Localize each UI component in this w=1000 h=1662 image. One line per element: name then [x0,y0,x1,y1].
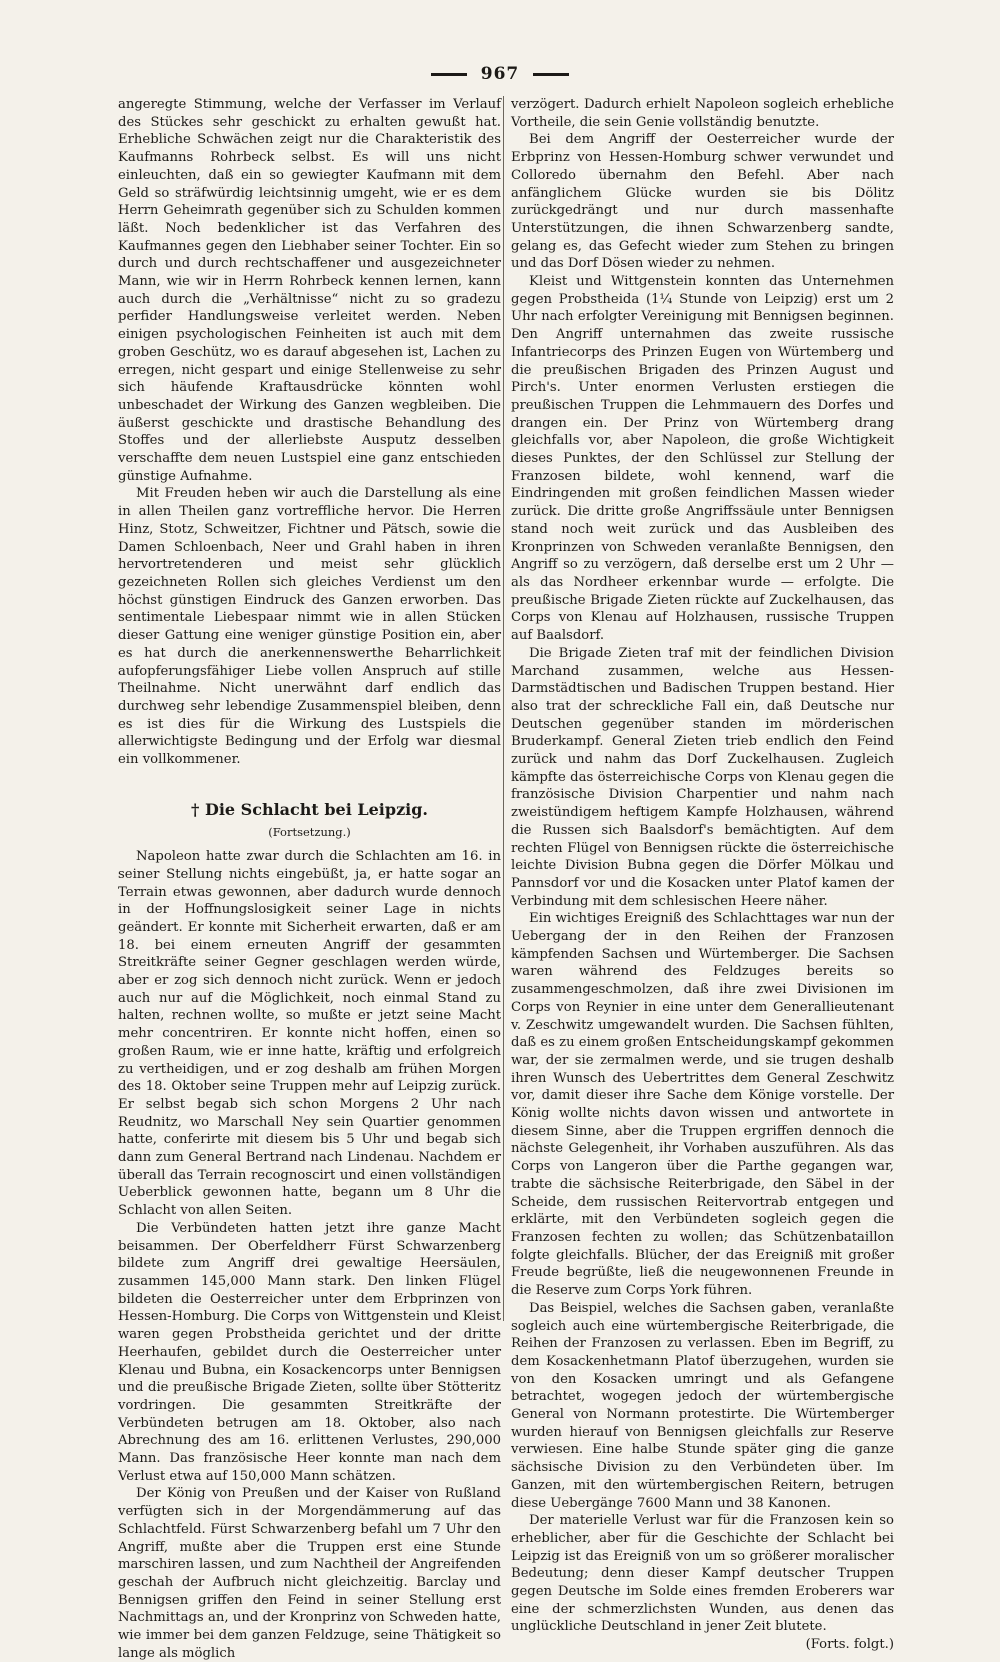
paragraph: Die Brigade Zieten traf mit der feindlichen Division Marchand zusammen, welche aus Hessen-Darmstädtischen und Badischen Truppen bestand. Hier also trat der schreckliche Fall ein, daß Deutsche nur Deutschen gegenüber standen im mörderischen Bruderkampf. General Zieten trieb endlich den Feind zurück und nahm das Dorf Zuckelhausen. Zugleich kämpfte das österreichische Corps von Klenau gegen die französische Division Charpentier und nahm nach zweistündigem heftigem Kampfe Holzhausen, während die Russen sich Baalsdorf's bemächtigten. Auf dem rechten Flügel von Bennigsen rückte die österreichische leichte Division Bubna gegen die Dörfer Mölkau und Pannsdorf vor und die Kosacken unter Platof kamen der Verbindung mit dem schlesischen Heere näher. [511,645,894,909]
continuation-note: (Forts. folgt.) [805,1637,894,1653]
paragraph: Mit Freuden heben wir auch die Darstellung als eine in allen Theilen ganz vortreffliche hervor. Die Herren Hinz, Stotz, Schweitzer, Fichtner und Pätsch, sowie die Damen Schloenbach, Neer und Grahl haben in ihren hervortretenderen und meist sehr glücklich gezeichneten Rollen sich gleiches Verdienst um den höchst günstigen Eindruck des Ganzen erworben. Das sentimentale Liebespaar nimmt wie in allen Stücken dieser Gattung eine weniger günstige Position ein, aber es hat durch die anerkennenswerthe Beharrlichkeit aufopferungsfähiger Liebe vollen Anspruch auf stille Theilnahme. Nicht unerwähnt darf endlich das durchweg sehr lebendige Zusammenspiel bleiben, denn es ist dies für die Wirkung des Lustspiels die allerwichtigste Bedingung und der Erfolg war diesmal ein vollkommener. [118,486,501,768]
right-column [511,96,894,1654]
paragraph: Der König von Preußen und der Kaiser von Rußland verfügten sich in der Morgendämmerung auf das Schlachtfeld. Fürst Schwarzenberg befahl um 7 Uhr den Angriff, mußte aber die Truppen erst eine Stunde marschiren lassen, und zum Nachtheil der Angreifenden geschah der Aufbruch nicht gleichzeitig. Barclay und Bennigsen griffen den Feind in seiner Stellung erst Nachmittags an, und der Kronprinz von Schweden hatte, wie immer bei dem ganzen Feldzuge, seine Thätigkeit so lange als möglich [118,1486,501,1661]
header-rule-left [431,73,467,76]
header-rule-right [533,73,569,76]
paragraph: Der materielle Verlust war für die Franzosen kein so erheblicher, aber für die Geschichte der Schlacht bei Leipzig ist das Ereigniß von um so größerer moralischer Bedeutung; denn dieser Kampf deutscher Truppen gegen Deutsche im Solde eines fremden Eroberers war eine der schmerzlichsten Wunden, aus denen das unglückliche Deutschland in jener Zeit blutete. [511,1513,894,1635]
paragraph: verzögert. Dadurch erhielt Napoleon sogleich erhebliche Vortheile, die sein Genie vollständig benutzte. [511,97,894,130]
section-heading [118,801,501,842]
section-subtitle: (Fortsetzung.) [268,825,351,840]
column-divider [503,96,504,1321]
paragraph: Das Beispiel, welches die Sachsen gaben, veranlaßte sogleich auch eine würtembergische Reiterbrigade, die Reihen der Franzosen zu verlassen. Eben im Begriff, zu dem Kosackenhetmann Platof überzugehen, wurden sie von den Kosacken umringt und als Gefangene betrachtet, wogegen jedoch der würtembergische General von Normann protestirte. Die Würtemberger wurden hierauf von Bennigsen gleichfalls zur Reserve verwiesen. Eine halbe Stunde später ging die ganze sächsische Division zu den Verbündeten über. Im Ganzen, mit den würtembergischen Reitern, betrugen diese Uebergänge 7600 Mann und 38 Kanonen. [511,1300,894,1511]
paragraph: Ein wichtiges Ereigniß des Schlachttages war nun der Uebergang der in den Reihen der Franzosen kämpfenden Sachsen und Würtemberger. Die Sachsen waren während des Feldzuges bereits so zusammengeschmolzen, daß ihre zwei Divisionen im Corps von Reynier in eine unter dem Generallieutenant v. Zeschwitz umgewandelt wurden. Die Sachsen fühlten, daß es zu einem großen Entscheidungskampf gekommen war, der sie zermalmen werde, und sie trugen deshalb ihren Wunsch des Uebertrittes dem General Zeschwitz vor, damit dieser ihre Sache dem Könige vorstelle. Der König wollte nichts davon wissen und antwortete in diesem Sinne, aber die Truppen ergriffen dennoch die nächste Gelegenheit, ihr Vorhaben auszuführen. Als das Corps von Langeron über die Parthe gegangen war, trabte die sächsische Reiterbrigade, den Säbel in der Scheide, dem russischen Reitervortrab entgegen und erklärte, mit den Verbündeten sogleich gegen die Franzosen fechten zu wollen; das Schützenbataillon folgte gleichfalls. Blücher, der das Ereigniß mit großer Freude begrüßte, ließ die neugewonnenen Freunde in die Reserve zum Corps York führen. [511,911,894,1299]
paragraph: Napoleon hatte zwar durch die Schlachten am 16. in seiner Stellung nichts eingebüßt, ja, er hatte sogar an Terrain etwas gewonnen, aber dadurch wurde dennoch in der Hoffnungslosigkeit seiner Lage in nichts geändert. Er konnte mit Sicherheit erwarten, daß er am 18. bei einem erneuten Angriff der gesammten Streitkräfte seiner Gegner geschlagen werden würde, aber er zog sich dennoch nicht zurück. Wenn er jedoch auch nur auf die Möglichkeit, noch einmal Stand zu halten, rechnen wollte, so mußte er jetzt seine Macht mehr concentriren. Er konnte nicht hoffen, einen so großen Raum, wie er inne hatte, kräftig und erfolgreich zu vertheidigen, und er zog deshalb am frühen Morgen des 18. Oktober seine Truppen mehr auf Leipzig zurück. Er selbst begab sich schon Morgens 2 Uhr nach Reudnitz, wo Marschall Ney sein Quartier genommen hatte, conferirte mit diesem bis 5 Uhr und begab sich dann zum General Bertrand nach Lindenau. Nachdem er überall das Terrain recognoscirt und einen vollständigen Ueberblick gewonnen hatte, begann um 8 Uhr die Schlacht von allen Seiten. [118,849,501,1219]
left-column [118,96,501,1662]
paragraph: Kleist und Wittgenstein konnten das Unternehmen gegen Probstheida (1¼ Stunde von Leipzig) erst um 2 Uhr nach erfolgter Vereinigung mit Bennigsen beginnen. Den Angriff unternahmen das zweite russische Infantriecorps des Prinzen Eugen von Würtemberg und die preußischen Brigaden des Prinzen August und Pirch's. Unter enormen Verlusten erstiegen die preußischen Truppen die Lehmmauern des Dorfes und drangen ein. Der Prinz von Würtemberg drang gleichfalls vor, aber Napoleon, die große Wichtigkeit dieses Punktes, der den Schlüssel zur Stellung der Franzosen bildete, wohl kennend, warf die Eindringenden mit großen feindlichen Massen wieder zurück. Die dritte große Angriffssäule unter Bennigsen stand noch weit zurück und das Ausbleiben des Kronprinzen von Schweden veranlaßte Bennigsen, den Angriff so zu verzögern, daß derselbe erst um 2 Uhr — als das Nordheer erkennbar wurde — erfolgte. Die preußische Brigade Zieten rückte auf Zuckelhausen, das Corps von Klenau auf Holzhausen, russische Truppen auf Baalsdorf. [511,274,894,644]
paragraph: Bei dem Angriff der Oesterreicher wurde der Erbprinz von Hessen-Homburg schwer verwundet und Colloredo übernahm den Befehl. Aber nach anfänglichem Glücke wurden sie bis Dölitz zurückgedrängt und nur durch massenhafte Unterstützungen, die ihnen Schwarzenberg sandte, gelang es, das Gefecht wieder zum Stehen zu bringen und das Dorf Dösen wieder zu nehmen. [511,132,894,272]
paragraph: angeregte Stimmung, welche der Verfasser im Verlauf des Stückes sehr geschickt zu erhalten gewußt hat. Erhebliche Schwächen zeigt nur die Charakteristik des Kaufmanns Rohrbeck selbst. Es will uns nicht einleuchten, daß ein so gewiegter Kaufmann mit dem Geld so sträfwürdig leichtsinnig umgeht, wie er es dem Herrn Geheimrath gegenüber sich zu Schulden kommen läßt. Noch bedenklicher ist das Verfahren des Kaufmannes gegen den Liebhaber seiner Tochter. Ein so durch und durch rechtschaffener und ausgezeichneter Mann, wie wir in Herrn Rohrbeck kennen lernen, kann auch durch die „Verhältnisse“ nicht zu so gradezu perfider Handlungsweise verleitet werden. Neben einigen psychologischen Feinheiten ist auch mit dem groben Geschütz, wo es darauf abgesehen ist, Lachen zu erregen, nicht gespart und einige Stellenweise zu sehr sich häufende Kraftausdrücke könnten wohl unbeschadet der Wirkung des Ganzen wegbleiben. Die äußerst geschickte und drastische Behandlung des Stoffes und der allerliebste Ausputz desselben verschaffte dem neuen Lustspiel eine ganz entschieden günstige Aufnahme. [118,97,501,484]
section-title: † Die Schlacht bei Leipzig. [191,799,428,819]
page-header [0,62,1000,86]
page-number: 967 [480,64,520,84]
paragraph: Die Verbündeten hatten jetzt ihre ganze Macht beisammen. Der Oberfeldherr Fürst Schwarzenberg bildete zum Angriff drei gewaltige Heersäulen, zusammen 145,000 Mann stark. Den linken Flügel bildeten die Oesterreicher unter dem Erbprinzen von Hessen-Homburg. Die Corps von Wittgenstein und Kleist waren gegen Probstheida gerichtet und der dritte Heerhaufen, gebildet durch die Oesterreicher unter Klenau und Bubna, ein Kosackencorps unter Bennigsen und die preußische Brigade Zieten, sollte über Stötteritz vordringen. Die gesammten Streitkräfte der Verbündeten betrugen am 18. Oktober, also nach Abrechnung des am 16. erlittenen Verlustes, 290,000 Mann. Das französische Heer konnte man nach dem Verlust etwa auf 150,000 Mann schätzen. [118,1220,501,1484]
